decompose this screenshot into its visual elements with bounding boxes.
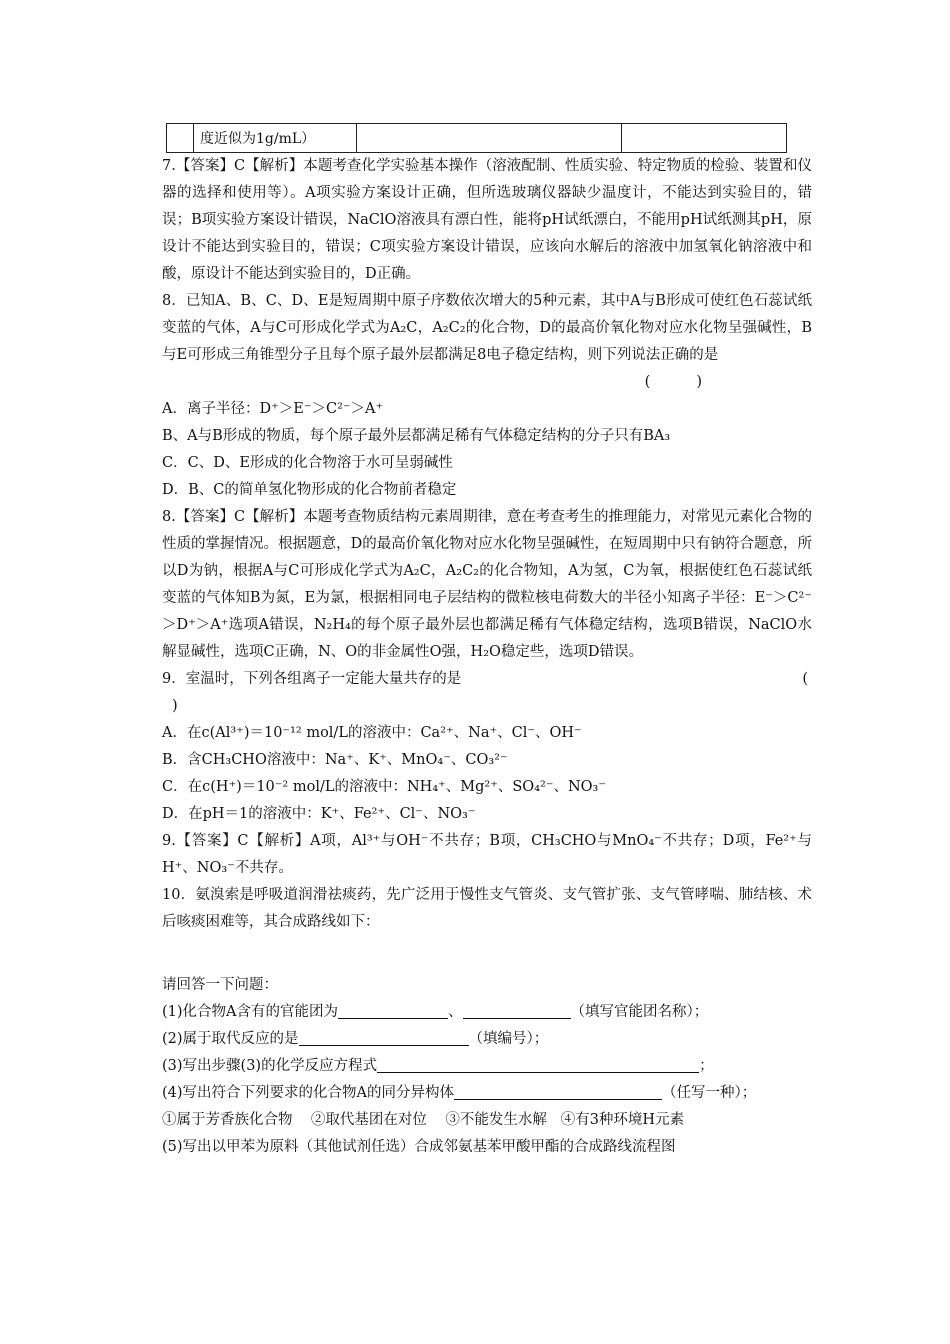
q10-sub3: (3)写出步骤(3)的化学反应方程式 ； [162,1058,714,1074]
question-content [162,153,812,1161]
answer-blank[interactable] [454,1083,662,1100]
q8-option-b: B、A与B形成的物质，每个原子最外层都满足稀有气体稳定结构的分子只有BA₃ [162,428,671,444]
q9-bracket-close: ) [172,698,178,714]
table-cell [357,124,622,153]
q9-option-b: B．含CH₃CHO溶液中：Na⁺、K⁺、MnO₄⁻、CO₃²⁻ [162,752,508,768]
q9-answer: 9.【答案】C【解析】A项，Al³⁺与OH⁻不共存；B项，CH₃CHO与MnO₄⁻不共存；D项，Fe²⁺与H⁺、NO₃⁻不共存。 [162,833,812,876]
table-row [167,124,787,153]
q9-option-c: C．在c(H⁺)＝10⁻² mol/L的溶液中：NH₄⁺、Mg²⁺、SO₄²⁻、NO₃⁻ [162,779,607,795]
q10-prompt: 请回答一下问题： [162,977,278,993]
table-cell [622,124,787,153]
q8-bracket: ( ) [644,374,702,390]
q8-answer: 8.【答案】C【解析】本题考查物质结构元素周期律，意在考查考生的推理能力，对常见元素化合物的性质的掌握情况。根据题意，D的最高价氧化物对应水化物呈强碱性，在短周期中只有钠符合题意，所以D为钠，根据A与C可形成化学式为A₂C，A₂C₂的化合物知，A为氢，C为氧，根据使红色石蕊试纸变蓝的气体知B为氮，E为氯，根据相同电子层结构的微粒核电荷数大的半径小知离子半径：E⁻＞C²⁻＞D⁺＞A⁺选项A错误，N₂H₄的每个原子最外层也都满足稀有气体稳定结构，选项B错误，NaClO水解显碱性，选项C正确，N、O的非金属性O强，H₂O稳定些，选项D错误。 [162,509,813,660]
q8-option-c: C．C、D、E形成的化合物溶于水可呈弱碱性 [162,455,453,471]
q8-option-d: D．B、C的简单氢化物形成的化合物前者稳定 [162,482,457,498]
q10-sub5: (5)写出以甲苯为原料（其他试剂任选）合成邻氨基苯甲酸甲酯的合成路线流程图 [162,1139,676,1155]
answer-blank[interactable] [338,1002,448,1019]
answer-blank[interactable] [463,1002,571,1019]
q10-stem: 10．氨溴索是呼吸道润滑祛痰药，先广泛用于慢性支气管炎、支气管扩张、支气管哮喘、肺结核、术后咳痰困难等，其合成路线如下： [162,887,812,930]
q10-conditions: ①属于芳香族化合物 ②取代基团在对位 ③不能发生水解 ④有3种环境H元素 [162,1112,685,1128]
table-cell [167,124,194,153]
q10-sub2: (2)属于取代反应的是 （填编号）； [162,1031,549,1047]
q10-sub1: (1)化合物A含有的官能团为 、 （填写官能团名称）； [162,1004,709,1020]
q7-answer: 7.【答案】C【解析】本题考查化学实验基本操作（溶液配制、性质实验、特定物质的检验、装置和仪器的选择和使用等）。A项实验方案设计正确，但所选玻璃仪器缺少温度计，不能达到实验目的，错误；B项实验方案设计错误，NaClO溶液具有漂白性，能将pH试纸漂白，不能用pH试纸测其pH，原设计不能达到实验目的，错误；C项实验方案设计错误，应该向水解后的溶液中加氢氧化钠溶液中和酸，原设计不能达到实验目的，D正确。 [162,158,812,282]
q9-option-d: D．在pH＝1的溶液中：K⁺、Fe²⁺、Cl⁻、NO₃⁻ [162,806,476,822]
q8-option-a: A．离子半径：D⁺＞E⁻＞C²⁻＞A⁺ [162,401,384,417]
q9-stem: 9．室温时，下列各组离子一定能大量共存的是 ( [162,671,808,687]
experiment-table-fragment [166,123,787,153]
answer-blank[interactable] [299,1029,469,1046]
synthesis-route-placeholder [162,936,812,972]
q8-stem: 8．已知A、B、C、D、E是短周期中原子序数依次增大的5种元素，其中A与B形成可使红色石蕊试纸变蓝的气体，A与C可形成化学式为A₂C，A₂C₂的化合物，D的最高价氧化物对应水化物呈强碱性，B与E可形成三角锥型分子且每个原子最外层都满足8电子稳定结构，则下列说法正确的是 [162,293,812,363]
q9-option-a: A．在c(Al³⁺)＝10⁻¹² mol/L的溶液中：Ca²⁺、Na⁺、Cl⁻、OH⁻ [162,725,582,741]
q10-sub4: (4)写出符合下列要求的化合物A的同分异构体 （任写一种）； [162,1085,757,1101]
answer-blank[interactable] [377,1056,699,1073]
table-cell: 度近似为1g/mL） [194,124,357,153]
